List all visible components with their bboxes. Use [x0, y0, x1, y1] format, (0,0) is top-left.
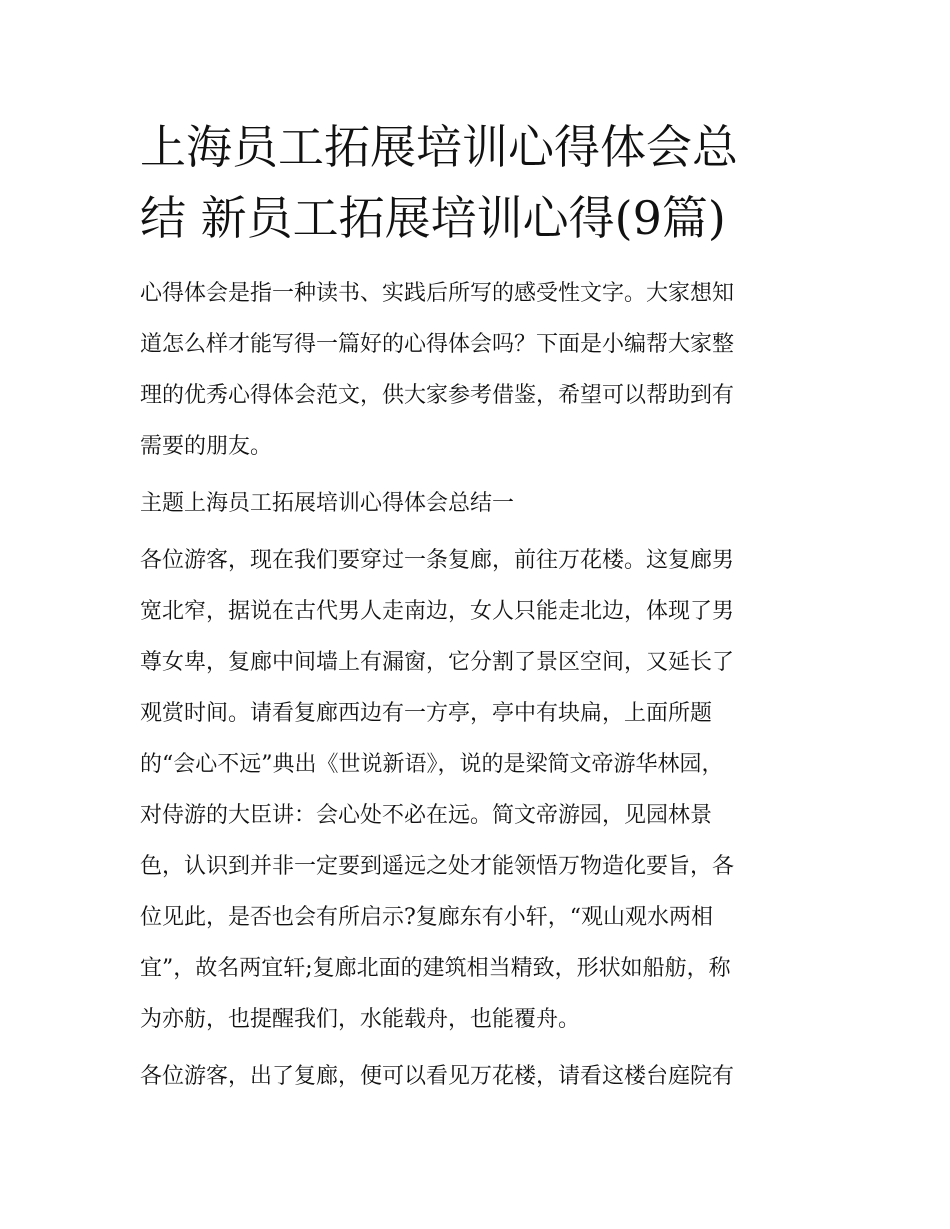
body-paragraph-2: [140, 1051, 812, 1102]
para1-line-9: 宜”，故名两宜轩;复廊北面的建筑相当精致，形状如船舫，称: [140, 956, 731, 981]
para1-line-3: 尊女卑，复廊中间墙上有漏窗，它分割了景区空间，又延长了: [140, 650, 735, 675]
para1-line-8: 位见此，是否也会有所启示?复廊东有小轩，“观山观水两相: [140, 905, 714, 930]
para1-line-7: 色，认识到并非一定要到遥远之处才能领悟万物造化要旨，各: [140, 854, 735, 879]
intro-line-3: 理的优秀心得体会范文，供大家参考借鉴，希望可以帮助到有: [140, 383, 735, 408]
para2-line-1: 各位游客，出了复廊，便可以看见万花楼，请看这楼台庭院有: [140, 1064, 735, 1089]
title-line-1: 上海员工拓展培训心得体会总: [140, 120, 738, 174]
para1-line-6: 对侍游的大臣讲：会心处不必在远。简文帝游园，见园林景: [140, 803, 713, 828]
section-heading: 主题上海员工拓展培训心得体会总结一: [140, 491, 515, 516]
document-content: [140, 112, 812, 1108]
para1-line-2: 宽北窄，据说在古代男人走南边，女人只能走北边，体现了男: [140, 599, 735, 624]
document-body: [140, 268, 812, 1102]
body-paragraph-1: [140, 535, 812, 1045]
intro-line-1: 心得体会是指一种读书、实践后所写的感受性文字。大家想知: [140, 281, 735, 306]
para1-line-1: 各位游客，现在我们要穿过一条复廊，前往万花楼。这复廊男: [140, 548, 735, 573]
intro-line-2: 道怎么样才能写得一篇好的心得体会吗？下面是小编帮大家整: [140, 332, 735, 357]
intro-paragraph: [140, 268, 812, 472]
para1-line-4: 观赏时间。请看复廊西边有一方亭，亭中有块扁，上面所题: [140, 701, 713, 726]
title-line-2: 结 新员工拓展培训心得(9篇): [140, 191, 726, 245]
para1-line-10: 为亦舫，也提醒我们，水能载舟，也能覆舟。: [140, 1007, 581, 1032]
document-title: [140, 112, 812, 254]
para1-line-5: 的“会心不远”典出《世说新语》，说的是梁简文帝游华林园，: [140, 752, 724, 777]
intro-line-4: 需要的朋友。: [140, 434, 273, 459]
